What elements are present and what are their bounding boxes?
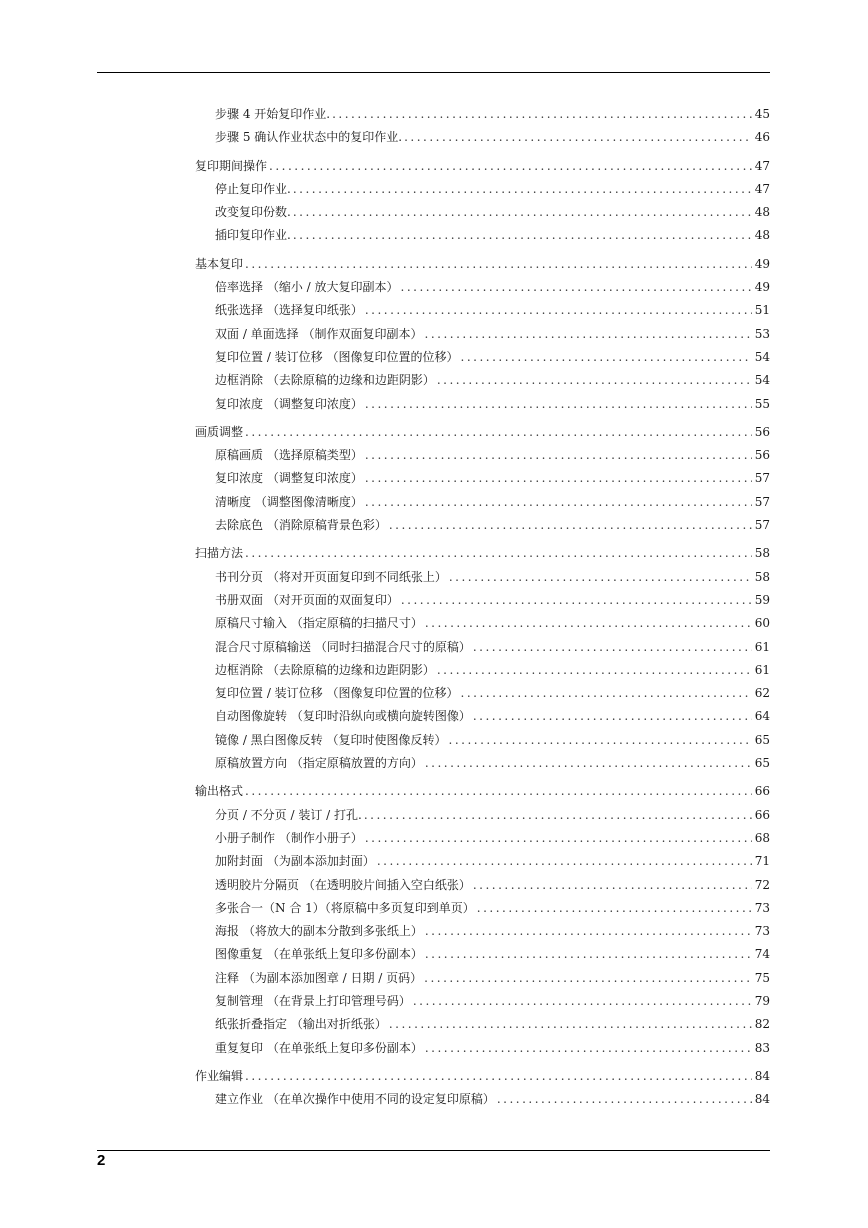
toc-entry[interactable] xyxy=(195,225,770,248)
toc-entry-label: 分页 / 不分页 / 装订 / 打孔. xyxy=(215,807,362,822)
dot-leader xyxy=(425,324,753,344)
toc-entry[interactable] xyxy=(195,875,770,898)
toc-entry[interactable] xyxy=(195,1014,770,1037)
toc-entry-page: 57 xyxy=(754,471,770,486)
toc-entry-label: 原稿画质 （选择原稿类型） xyxy=(215,448,363,463)
toc-entry[interactable] xyxy=(195,637,770,660)
toc-entry[interactable] xyxy=(195,127,770,150)
dot-leader xyxy=(473,875,752,895)
toc-entry[interactable] xyxy=(195,968,770,991)
toc-entry-page: 56 xyxy=(754,424,770,439)
toc-entry-page: 74 xyxy=(754,947,770,962)
toc-entry-page: 51 xyxy=(754,303,770,318)
toc-entry-page: 73 xyxy=(754,900,770,915)
toc-entry-page: 54 xyxy=(754,349,770,364)
toc-entry-page: 57 xyxy=(754,518,770,533)
toc-entry[interactable] xyxy=(195,590,770,613)
toc-entry-label: 海报 （将放大的副本分散到多张纸上） xyxy=(215,924,423,939)
toc-entry-label: 加附封面 （为副本添加封面） xyxy=(215,854,375,869)
toc-entry[interactable] xyxy=(195,805,770,828)
toc-entry-page: 82 xyxy=(754,1017,770,1032)
toc-entry-label: 边框消除 （去除原稿的边缘和边距阴影） xyxy=(215,373,435,388)
dot-leader xyxy=(245,422,752,442)
toc-entry[interactable] xyxy=(195,944,770,967)
toc-section xyxy=(195,1066,770,1113)
dot-leader xyxy=(365,445,752,465)
dot-leader xyxy=(425,1038,752,1058)
toc-entry-page: 60 xyxy=(754,616,770,631)
toc-entry-page: 79 xyxy=(754,993,770,1008)
toc-entry-label: 混合尺寸原稿输送 （同时扫描混合尺寸的原稿） xyxy=(215,639,471,654)
dot-leader xyxy=(404,127,752,147)
toc-entry-label: 原稿放置方向 （指定原稿放置的方向） xyxy=(215,756,423,771)
toc-entry[interactable] xyxy=(195,347,770,370)
toc-entry[interactable] xyxy=(195,468,770,491)
toc-entry[interactable] xyxy=(195,898,770,921)
toc-entry-label: 复制管理 （在背景上打印管理号码） xyxy=(215,993,411,1008)
toc-section xyxy=(195,104,770,151)
toc-entry-label: 画质调整 xyxy=(195,424,244,439)
toc-entry[interactable] xyxy=(195,104,770,127)
toc-entry[interactable] xyxy=(195,179,770,202)
toc-entry-label: 步骤 5 确认作业状态中的复印作业. xyxy=(215,130,403,145)
dot-leader xyxy=(401,590,752,610)
dot-leader xyxy=(449,567,752,587)
dot-leader xyxy=(425,944,752,964)
toc-entry-page: 49 xyxy=(754,256,770,271)
toc-entry-page: 73 xyxy=(754,924,770,939)
dot-leader xyxy=(425,921,752,941)
dot-leader xyxy=(413,991,752,1011)
toc-entry-page: 83 xyxy=(754,1040,770,1055)
toc-entry-page: 58 xyxy=(754,569,770,584)
dot-leader xyxy=(473,637,752,657)
dot-leader xyxy=(293,202,752,222)
toc-entry-page: 84 xyxy=(754,1092,770,1107)
toc-entry-label: 扫描方法 xyxy=(195,546,244,561)
toc-entry-label: 重复复印 （在单张纸上复印多份副本） xyxy=(215,1040,423,1055)
toc-entry-page: 53 xyxy=(754,326,770,341)
dot-leader xyxy=(364,805,752,825)
dot-leader xyxy=(477,898,752,918)
toc-entry-label: 边框消除 （去除原稿的边缘和边距阴影） xyxy=(215,662,435,677)
toc-entry-label: 镜像 / 黑白图像反转 （复印时使图像反转） xyxy=(215,732,447,747)
toc-entry-page: 65 xyxy=(754,732,770,747)
toc-entry-label: 复印期间操作 xyxy=(195,158,268,173)
toc-entry-label: 多张合一（N 合 1）（将原稿中多页复印到单页） xyxy=(215,900,475,915)
dot-leader xyxy=(401,277,753,297)
toc-entry-page: 47 xyxy=(754,158,770,173)
toc-entry-label: 复印浓度 （调整复印浓度） xyxy=(215,471,363,486)
toc-heading[interactable] xyxy=(195,1066,770,1089)
toc-entry[interactable] xyxy=(195,921,770,944)
toc-entry-label: 书册双面 （对开页面的双面复印） xyxy=(215,592,399,607)
toc-section xyxy=(195,254,770,417)
toc-entry-label: 书刊分页 （将对开页面复印到不同纸张上） xyxy=(215,569,447,584)
dot-leader xyxy=(425,613,752,633)
dot-leader xyxy=(473,706,752,726)
toc-entry-label: 去除底色 （消除原稿背景色彩） xyxy=(215,518,387,533)
dot-leader xyxy=(245,1066,752,1086)
dot-leader xyxy=(437,660,752,680)
dot-leader xyxy=(461,683,753,703)
toc-entry[interactable] xyxy=(195,202,770,225)
toc-entry-page: 65 xyxy=(754,756,770,771)
toc-entry-page: 62 xyxy=(754,686,770,701)
toc-entry[interactable] xyxy=(195,730,770,753)
dot-leader xyxy=(437,370,752,390)
toc-entry-page: 54 xyxy=(754,373,770,388)
toc-section xyxy=(195,543,770,776)
toc-entry-page: 56 xyxy=(754,448,770,463)
toc-entry-label: 步骤 4 开始复印作业. xyxy=(215,107,331,121)
toc-entry-label: 停止复印作业. xyxy=(215,181,291,196)
dot-leader xyxy=(293,225,752,245)
toc-entry-label: 纸张选择 （选择复印纸张） xyxy=(215,303,363,318)
dot-leader xyxy=(425,753,752,773)
toc-entry-page: 55 xyxy=(754,396,770,411)
toc-entry-label: 建立作业 （在单次操作中使用不同的设定复印原稿） xyxy=(215,1092,495,1107)
toc-entry-page: 75 xyxy=(754,970,770,985)
toc-entry[interactable] xyxy=(195,492,770,515)
toc-entry-label: 注释 （为副本添加图章 / 日期 / 页码） xyxy=(215,970,423,985)
toc-entry-label: 复印浓度 （调整复印浓度） xyxy=(215,396,363,411)
toc-entry-page: 64 xyxy=(754,709,770,724)
toc-entry-page: 71 xyxy=(754,854,770,869)
toc-entry-page: 68 xyxy=(754,830,770,845)
toc-entry-label: 透明胶片分隔页 （在透明胶片间插入空白纸张） xyxy=(215,877,471,892)
toc-entry-label: 插印复印作业. xyxy=(215,228,291,243)
header-rule xyxy=(97,72,770,73)
toc-entry-label: 小册子制作 （制作小册子） xyxy=(215,830,363,845)
toc-entry-label: 复印位置 / 装订位移 （图像复印位置的位移） xyxy=(215,686,459,701)
toc-entry[interactable] xyxy=(195,613,770,636)
toc-entry-page: 48 xyxy=(754,228,770,243)
dot-leader xyxy=(389,515,752,535)
toc-entry-page: 49 xyxy=(754,280,770,295)
toc-entry[interactable] xyxy=(195,300,770,323)
toc-entry-label: 双面 / 单面选择 （制作双面复印副本） xyxy=(215,326,423,341)
dot-leader xyxy=(293,179,752,199)
dot-leader xyxy=(449,730,753,750)
toc-entry-label: 纸张折叠指定 （输出对折纸张） xyxy=(215,1017,387,1032)
dot-leader xyxy=(365,468,752,488)
toc-entry-label: 复印位置 / 装订位移 （图像复印位置的位移） xyxy=(215,349,459,364)
toc-entry-page: 66 xyxy=(754,784,770,799)
toc-heading[interactable] xyxy=(195,422,770,445)
page-number: 2 xyxy=(97,1152,106,1169)
toc-entry-label: 清晰度 （调整图像清晰度） xyxy=(215,494,363,509)
toc-section xyxy=(195,422,770,538)
toc-entry[interactable] xyxy=(195,683,770,706)
toc-entry[interactable] xyxy=(195,828,770,851)
dot-leader xyxy=(365,300,752,320)
toc-entry-label: 作业编辑 xyxy=(195,1068,244,1083)
toc-entry-label: 原稿尺寸输入 （指定原稿的扫描尺寸） xyxy=(215,616,423,631)
toc-entry[interactable] xyxy=(195,706,770,729)
toc-entry-page: 47 xyxy=(754,181,770,196)
dot-leader xyxy=(497,1089,752,1109)
dot-leader xyxy=(245,254,752,274)
toc-entry-page: 66 xyxy=(754,807,770,822)
toc-entry-label: 自动图像旋转 （复印时沿纵向或横向旋转图像） xyxy=(215,709,471,724)
toc-entry-label: 基本复印 xyxy=(195,256,244,271)
toc-entry-page: 45 xyxy=(754,107,770,121)
dot-leader xyxy=(461,347,753,367)
toc-entry-page: 72 xyxy=(754,877,770,892)
toc-entry[interactable] xyxy=(195,324,770,347)
toc-heading[interactable] xyxy=(195,543,770,566)
toc-entry-page: 57 xyxy=(754,494,770,509)
dot-leader xyxy=(365,394,752,414)
toc-entry[interactable] xyxy=(195,1038,770,1061)
toc-entry[interactable] xyxy=(195,660,770,683)
toc-entry[interactable] xyxy=(195,1089,770,1112)
table-of-contents xyxy=(195,104,770,1117)
toc-entry-label: 倍率选择 （缩小 / 放大复印副本） xyxy=(215,280,399,295)
toc-entry[interactable] xyxy=(195,370,770,393)
dot-leader xyxy=(365,492,752,512)
dot-leader xyxy=(269,156,752,176)
toc-entry-page: 84 xyxy=(754,1068,770,1083)
toc-entry-label: 输出格式 xyxy=(195,784,244,799)
toc-entry[interactable] xyxy=(195,567,770,590)
toc-entry-page: 61 xyxy=(754,639,770,654)
toc-entry-label: 图像重复 （在单张纸上复印多份副本） xyxy=(215,947,423,962)
dot-leader xyxy=(245,781,752,801)
dot-leader xyxy=(332,104,752,124)
toc-entry-label: 改变复印份数. xyxy=(215,205,291,220)
toc-entry-page: 58 xyxy=(754,546,770,561)
toc-entry[interactable] xyxy=(195,277,770,300)
toc-entry[interactable] xyxy=(195,851,770,874)
toc-entry[interactable] xyxy=(195,753,770,776)
toc-heading[interactable] xyxy=(195,254,770,277)
toc-entry[interactable] xyxy=(195,394,770,417)
dot-leader xyxy=(377,851,752,871)
toc-heading[interactable] xyxy=(195,156,770,179)
toc-entry-page: 46 xyxy=(754,130,770,145)
toc-section xyxy=(195,781,770,1061)
toc-entry-page: 61 xyxy=(754,662,770,677)
dot-leader xyxy=(424,968,752,988)
toc-entry[interactable] xyxy=(195,445,770,468)
dot-leader xyxy=(365,828,752,848)
toc-section xyxy=(195,156,770,249)
dot-leader xyxy=(389,1014,752,1034)
dot-leader xyxy=(245,543,752,563)
footer-rule xyxy=(97,1150,770,1151)
toc-entry[interactable] xyxy=(195,991,770,1014)
toc-entry[interactable] xyxy=(195,515,770,538)
toc-entry-page: 59 xyxy=(754,592,770,607)
toc-heading[interactable] xyxy=(195,781,770,804)
toc-entry-page: 48 xyxy=(754,205,770,220)
